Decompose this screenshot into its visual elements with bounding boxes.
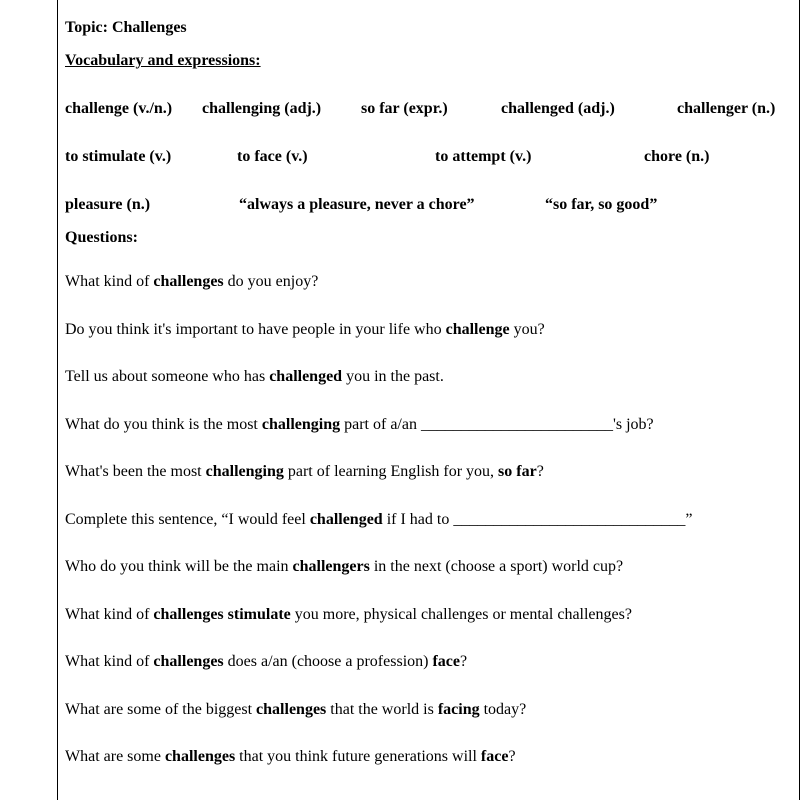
question-line (65, 367, 444, 387)
vocab-keyword: challenging (205, 463, 284, 480)
vocab-item: challenge (v./n.) (65, 100, 173, 117)
question-line (65, 415, 654, 435)
question-text: in the next (choose a sport) world cup? (369, 558, 624, 575)
vocab-keyword: facing (437, 701, 480, 718)
vocab-item: “always a pleasure, never a chore” (239, 196, 475, 213)
question-line (65, 747, 516, 767)
question-text: What do you think is the most (65, 416, 262, 433)
vocab-keyword: challenged (269, 368, 343, 385)
question-text: you? (509, 321, 545, 338)
question-text: Who do you think will be the main (65, 558, 293, 575)
question-line (65, 605, 632, 625)
question-text: if I had to _____________________________” (382, 511, 693, 528)
question-text: ? (508, 748, 516, 765)
question-line (65, 700, 526, 720)
vocab-item: challenger (n.) (677, 100, 776, 117)
question-text: that you think future generations will (235, 748, 481, 765)
questions-heading: Questions: (65, 229, 138, 246)
question-text: What kind of (65, 273, 154, 290)
worksheet-page (57, 0, 800, 800)
question-text: Complete this sentence, “I would feel (65, 511, 310, 528)
vocab-item: to stimulate (v.) (65, 148, 172, 165)
vocab-heading: Vocabulary and expressions: (65, 52, 261, 69)
vocab-keyword: challenges (153, 653, 224, 670)
question-text: What are some (65, 748, 165, 765)
vocab-keyword: face (480, 748, 509, 765)
question-text: Do you think it's important to have people in your life who (65, 321, 446, 338)
question-text: do you enjoy? (223, 273, 319, 290)
question-text: What kind of (65, 653, 154, 670)
vocab-item: so far (expr.) (361, 100, 448, 117)
question-text: Tell us about someone who has (65, 368, 270, 385)
vocab-keyword: challenge (445, 321, 510, 338)
question-line (65, 320, 545, 340)
question-text: ? (460, 653, 468, 670)
question-text: What's been the most (65, 463, 206, 480)
vocab-keyword: so far (498, 463, 537, 480)
vocab-keyword: challenges (256, 701, 327, 718)
question-text: that the world is (326, 701, 438, 718)
question-text: does a/an (choose a profession) (223, 653, 433, 670)
vocab-keyword: challengers (292, 558, 370, 575)
vocab-item: to attempt (v.) (435, 148, 532, 165)
vocab-item: “so far, so good” (545, 196, 658, 213)
question-text: you more, physical challenges or mental challenges? (290, 606, 632, 623)
question-text: part of a/an ________________________'s job? (340, 416, 654, 433)
vocab-keyword: challenges stimulate (153, 606, 291, 623)
vocab-keyword: challenges (164, 748, 236, 765)
question-line (65, 557, 623, 577)
topic-title: Topic: Challenges (65, 19, 187, 36)
vocab-keyword: challenges (153, 273, 224, 290)
question-text: part of learning English for you, (283, 463, 499, 480)
question-text: you in the past. (342, 368, 444, 385)
vocab-item: chore (n.) (644, 148, 710, 165)
question-line (65, 462, 544, 482)
question-text: What are some of the biggest (65, 701, 257, 718)
vocab-item: challenging (adj.) (202, 100, 322, 117)
question-line (65, 652, 467, 672)
question-text: today? (479, 701, 527, 718)
question-line (65, 510, 692, 530)
vocab-keyword: challenging (261, 416, 341, 433)
question-line (65, 272, 318, 292)
question-text: What kind of (65, 606, 154, 623)
question-text: ? (536, 463, 544, 480)
vocab-item: challenged (adj.) (501, 100, 615, 117)
vocab-item: to face (v.) (237, 148, 308, 165)
vocab-keyword: face (432, 653, 460, 670)
vocab-item: pleasure (n.) (65, 196, 151, 213)
vocab-keyword: challenged (309, 511, 383, 528)
